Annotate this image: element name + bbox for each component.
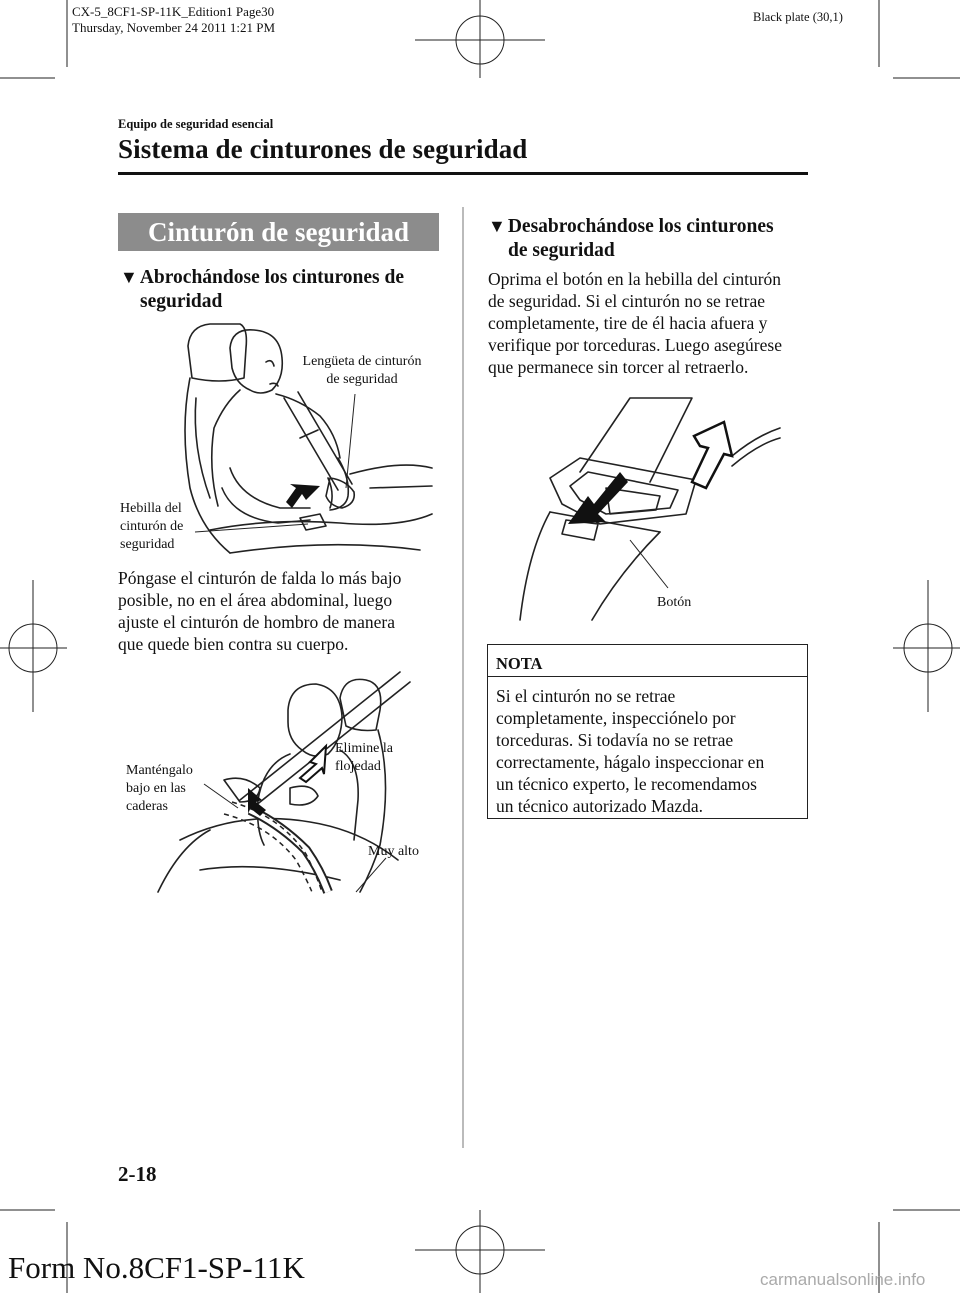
note-title: NOTA xyxy=(488,645,807,677)
header-rule xyxy=(118,172,808,175)
label-belt-buckle: Hebilla del cinturón de seguridad xyxy=(120,501,184,552)
triangle-marker-icon: ▼ xyxy=(488,216,506,236)
unfasten-instructions: Oprima el botón en la hebilla del cinturón de seguridad. Si el cinturón no se retrae completamente, tire de él hacia afuera y verifique por torceduras. Luego asegúrese que permanece sin torcer al retraerlo. xyxy=(488,269,782,377)
print-date-line: Thursday, November 24 2011 1:21 PM xyxy=(72,20,276,35)
label-belt-tongue: Lengüeta de cinturón de seguridad xyxy=(302,354,422,387)
note-box xyxy=(487,644,808,819)
triangle-marker-icon: ▼ xyxy=(120,267,138,287)
fasten-heading: ▼ Abrochándose los cinturones de seguridad xyxy=(120,267,405,312)
print-job-line: CX-5_8CF1-SP-11K_Edition1 Page30 xyxy=(72,4,275,19)
label-remove-slack: Elimine la flojedad xyxy=(335,741,393,774)
unfasten-heading: ▼ Desabrochándose los cinturones de seguridad xyxy=(488,216,774,261)
page-number: 2-18 xyxy=(118,1162,157,1186)
chapter-title: Sistema de cinturones de seguridad xyxy=(118,134,528,164)
label-keep-low-hips: Manténgalo bajo en las caderas xyxy=(126,763,193,814)
form-number: Form No.8CF1-SP-11K xyxy=(8,1250,305,1285)
watermark: carmanualsonline.info xyxy=(760,1270,926,1289)
release-button-illustration xyxy=(510,392,790,622)
plate-info: Black plate (30,1) xyxy=(753,10,843,24)
note-text: Si el cinturón no se retrae completamente, inspecciónelo por torceduras. Si todavía no se retrae correctamente, hágalo inspeccionar en un técnico experto, le recomendamos un técnico autorizado Mazda. xyxy=(496,686,765,816)
label-button: Botón xyxy=(657,595,692,610)
print-job-info xyxy=(72,4,275,36)
section-banner: Cinturón de seguridad xyxy=(118,213,439,251)
fasten-instructions: Póngase el cinturón de falda lo más bajo posible, no en el área abdominal, luego ajuste el cinturón de hombro de manera que quede bien contra su cuerpo. xyxy=(118,568,402,654)
section-label: Equipo de seguridad esencial xyxy=(118,117,274,131)
label-too-high: Muy alto xyxy=(368,844,419,859)
